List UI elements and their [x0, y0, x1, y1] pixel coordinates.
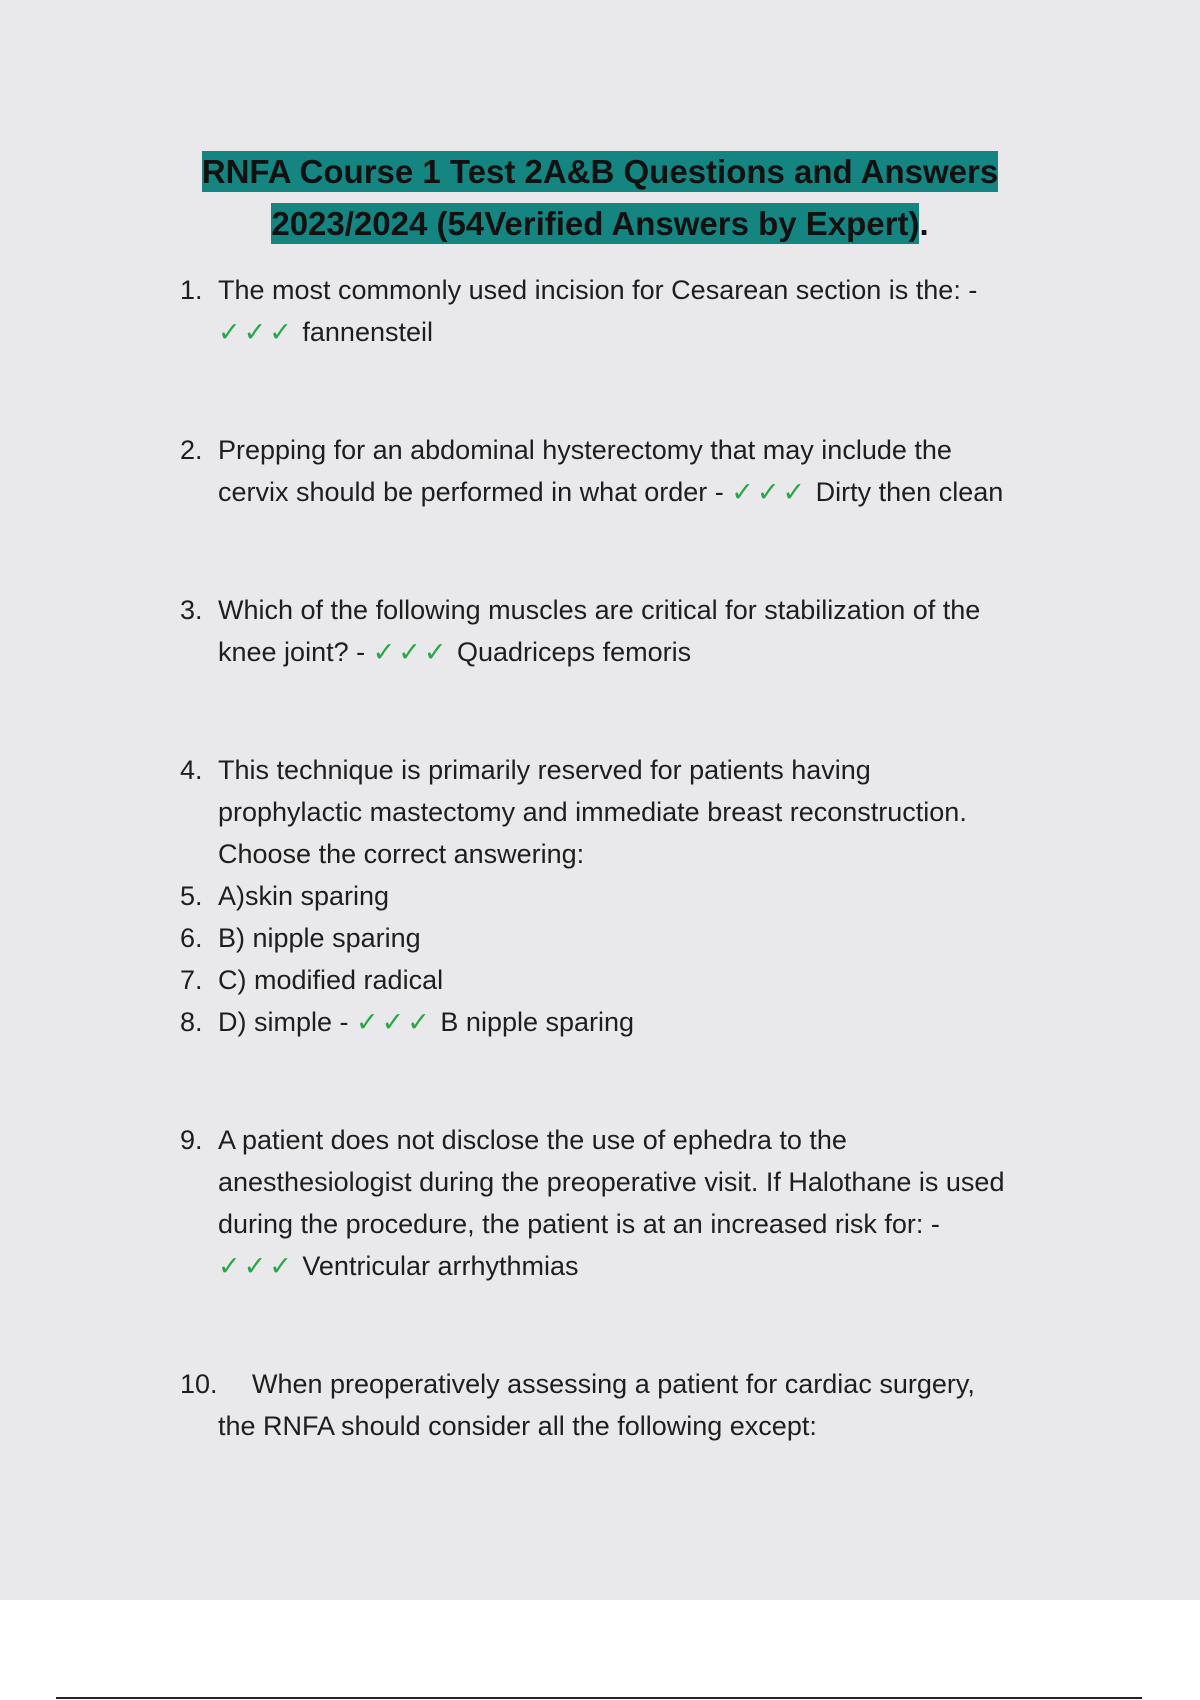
question-text: Which of the following muscles are critical for stabilization of the: [218, 595, 981, 625]
item-number: 10.: [180, 1369, 218, 1399]
answer-text: B nipple sparing: [440, 1007, 635, 1037]
question-item-4: [180, 749, 1100, 875]
check-mark-icon: ✓✓✓: [218, 1251, 295, 1281]
option-item-8: [180, 1001, 1100, 1043]
option-text: C) modified radical: [218, 965, 444, 995]
question-text: Prepping for an abdominal hysterectomy that may include the: [218, 435, 952, 465]
answer-text: fannensteil: [302, 317, 433, 347]
question-text-cont: Choose the correct answering:: [218, 839, 585, 869]
answer-text: Quadriceps femoris: [457, 637, 692, 667]
question-list: [180, 269, 1100, 1447]
answer-text: Ventricular arrhythmias: [302, 1251, 579, 1281]
question-text-cont: knee joint? - ✓✓✓ Quadriceps femoris: [218, 637, 692, 667]
item-number: 5.: [180, 881, 203, 911]
question-text-cont: during the procedure, the patient is at an increased risk for: -: [218, 1209, 940, 1239]
check-mark-icon: ✓✓✓: [218, 317, 295, 347]
option-text-line: D) simple - ✓✓✓ B nipple sparing: [218, 1007, 635, 1037]
option-item-5: [180, 875, 1100, 917]
item-number: 1.: [180, 275, 203, 305]
answer-text: Dirty then clean: [815, 477, 1004, 507]
option-item-6: [180, 917, 1100, 959]
item-number: 3.: [180, 595, 203, 625]
item-number: 4.: [180, 755, 203, 785]
item-number: 2.: [180, 435, 203, 465]
title-line-2: 2023/2024 (54Verified Answers by Expert).: [271, 205, 929, 242]
check-mark-icon: ✓✓✓: [356, 1007, 433, 1037]
check-mark-icon: ✓✓✓: [731, 477, 809, 507]
question-text: This technique is primarily reserved for patients having: [218, 755, 871, 785]
title-line-1: RNFA Course 1 Test 2A&B Questions and Answers: [201, 153, 999, 190]
question-text-cont: anesthesiologist during the preoperative visit. If Halothane is used: [218, 1167, 1005, 1197]
question-text-cont: cervix should be performed in what order - ✓✓✓ Dirty then clean: [218, 477, 1004, 507]
question-text: A patient does not disclose the use of ephedra to the: [218, 1125, 847, 1155]
check-mark-icon: ✓✓✓: [372, 637, 450, 667]
option-item-7: [180, 959, 1100, 1001]
option-text: A)skin sparing: [218, 881, 390, 911]
answer-line: [218, 1245, 1100, 1287]
option-text: B) nipple sparing: [218, 923, 421, 953]
question-item-1: [180, 269, 1100, 353]
question-text-cont: the RNFA should consider all the following except:: [218, 1411, 817, 1441]
question-item-2: [180, 429, 1100, 513]
question-item-3: [180, 589, 1100, 673]
question-item-9: [180, 1119, 1100, 1287]
item-number: 8.: [180, 1007, 203, 1037]
item-number: 9.: [180, 1125, 203, 1155]
question-text: The most commonly used incision for Cesarean section is the: -: [218, 275, 978, 305]
footer-divider: [56, 1697, 1142, 1699]
answer-line: [218, 311, 1100, 353]
document-title: [0, 146, 1200, 250]
item-number: 6.: [180, 923, 203, 953]
question-text: When preoperatively assessing a patient for cardiac surgery,: [252, 1369, 975, 1399]
item-number: 7.: [180, 965, 203, 995]
question-item-10: [180, 1363, 1100, 1447]
question-text-cont: prophylactic mastectomy and immediate breast reconstruction.: [218, 797, 967, 827]
